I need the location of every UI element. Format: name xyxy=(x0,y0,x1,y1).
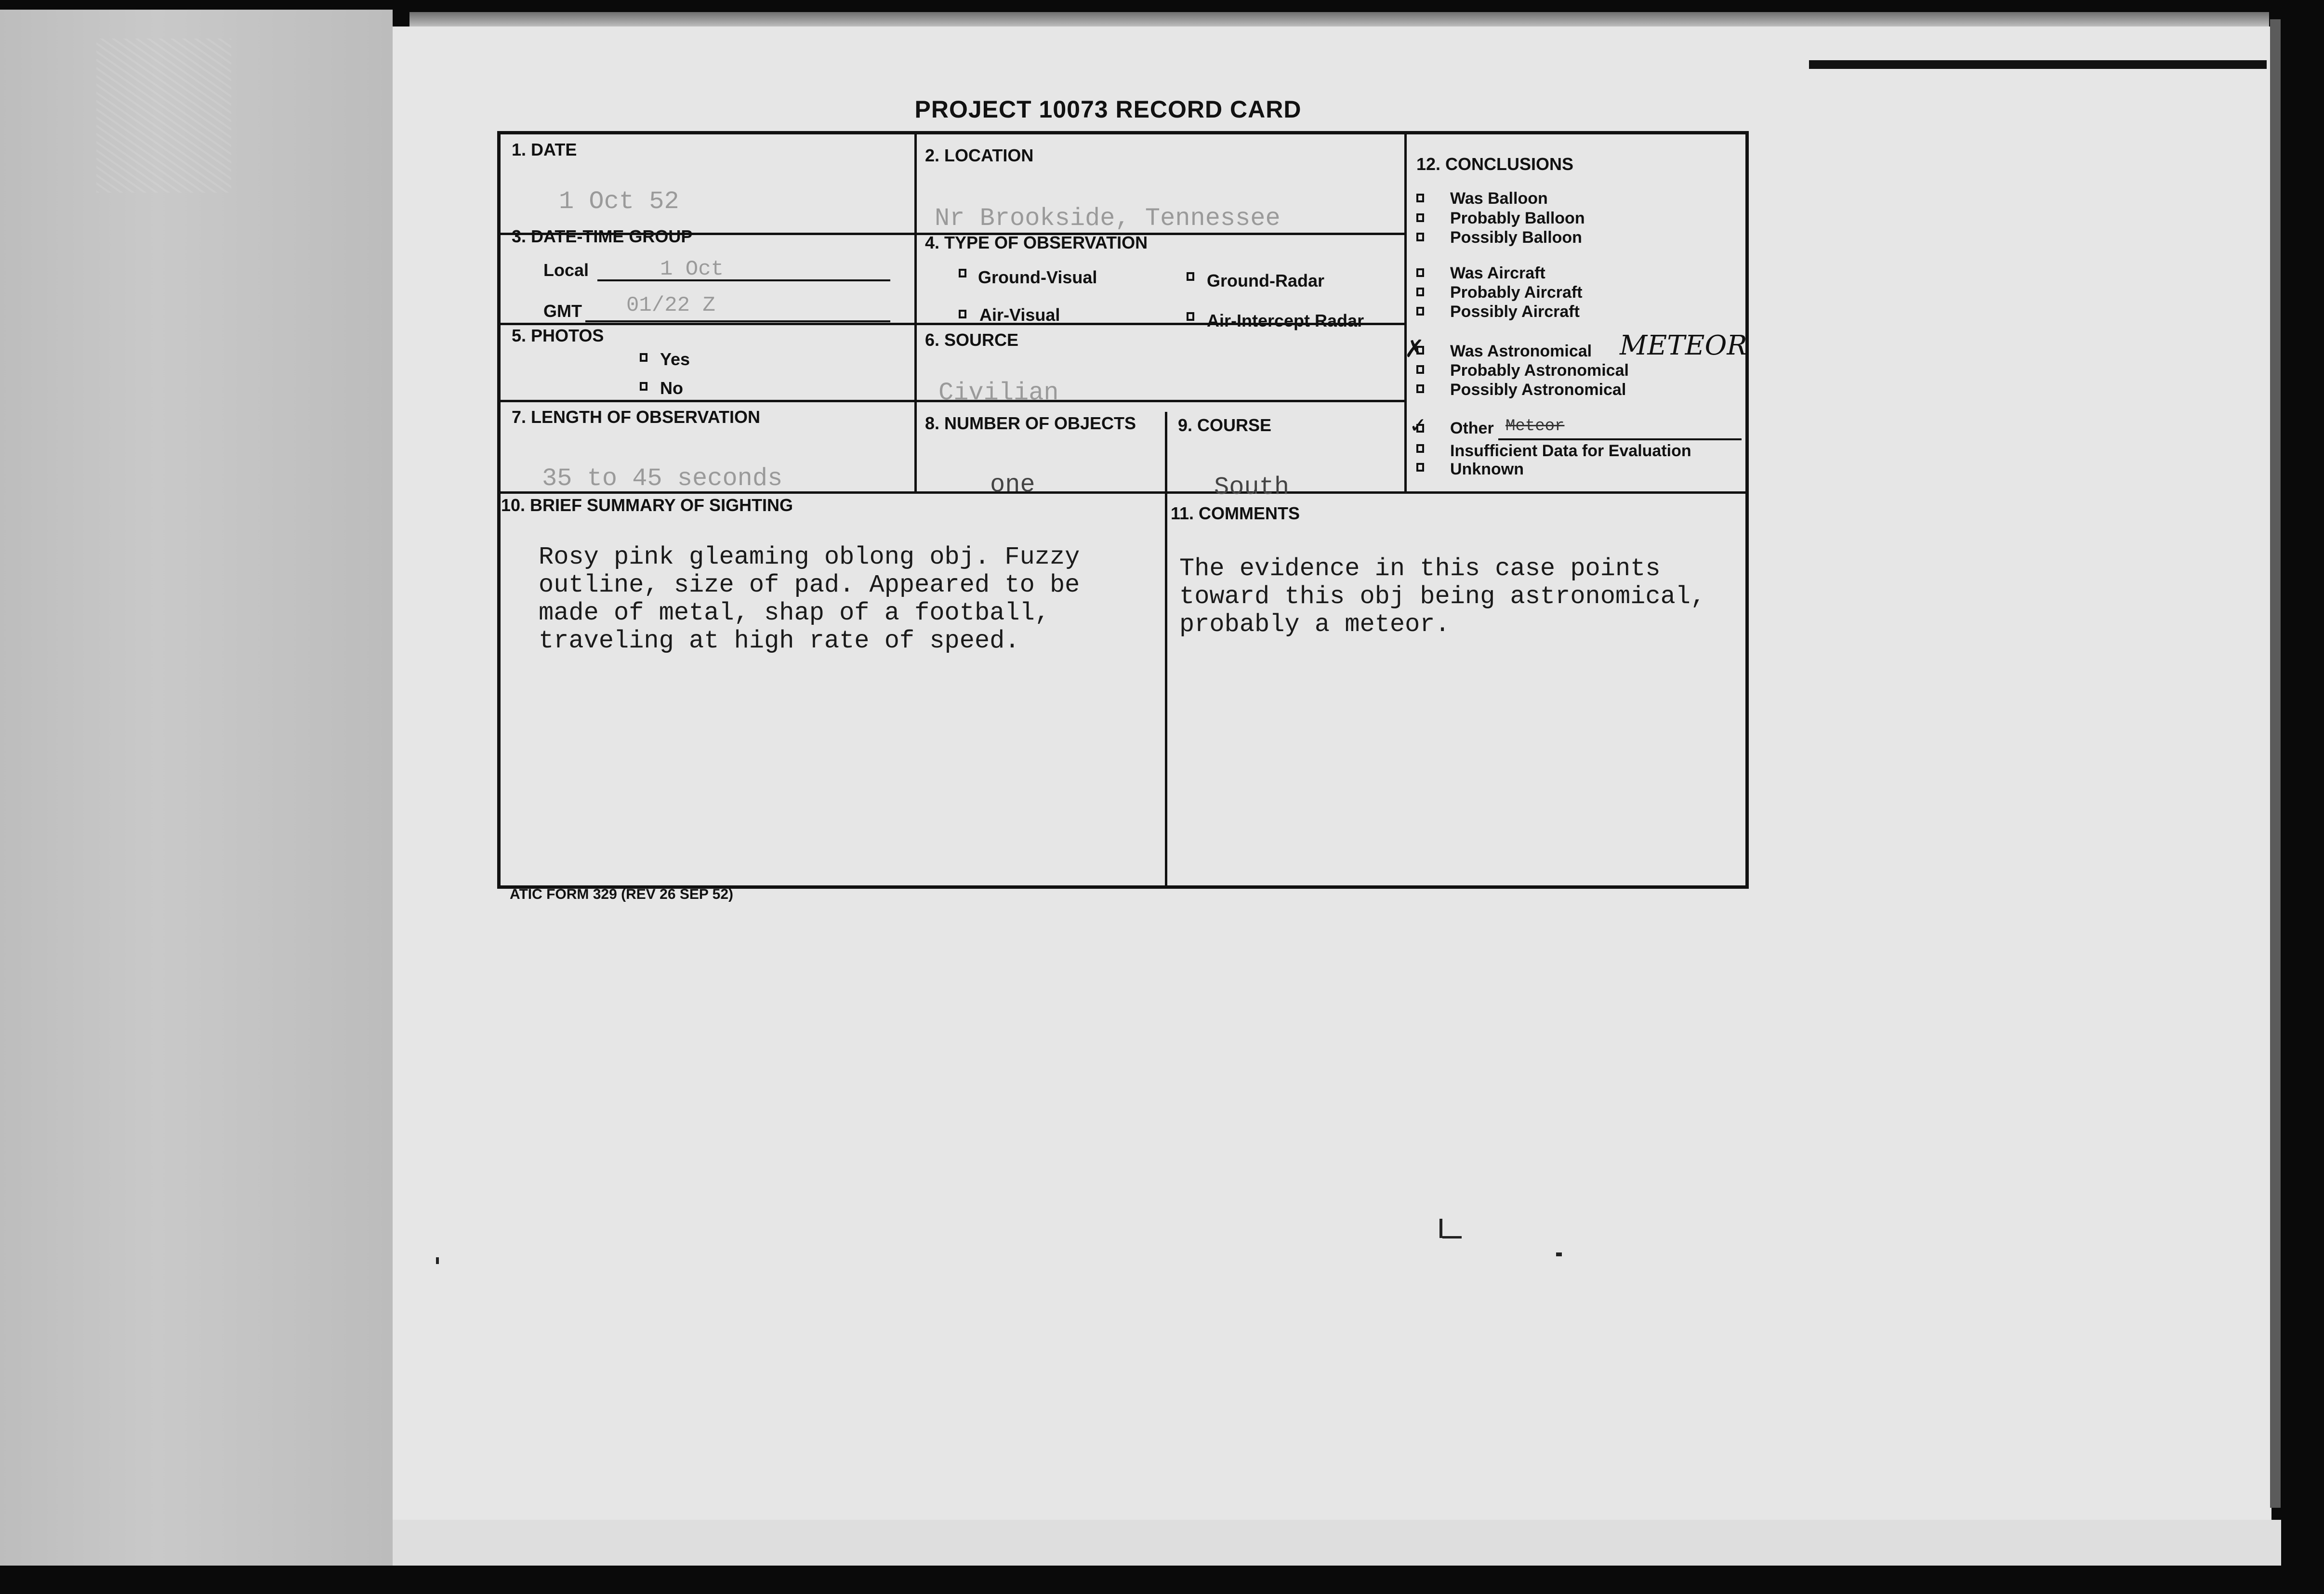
conclusion-possibly-aircraft: Possibly Aircraft xyxy=(1450,303,1580,321)
scan-background-left xyxy=(0,10,393,1566)
conclusion-unknown: Unknown xyxy=(1450,460,1524,478)
checkbox-was-balloon[interactable] xyxy=(1416,194,1424,202)
conclusion-possibly-balloon: Possibly Balloon xyxy=(1450,228,1582,247)
scan-speck xyxy=(1442,1236,1462,1238)
comments-line: The evidence in this case points xyxy=(1179,554,1661,583)
conclusion-was-aircraft: Was Aircraft xyxy=(1450,264,1545,282)
label-air-intercept-radar: Air-Intercept Radar xyxy=(1207,311,1364,330)
label-course: 9. COURSE xyxy=(1178,415,1272,435)
value-location: Nr Brookside, Tennessee xyxy=(935,204,1281,233)
conclusion-was-astronomical: Was Astronomical xyxy=(1450,342,1592,360)
other-underline xyxy=(1498,438,1742,440)
label-local: Local xyxy=(543,260,589,280)
label-number-of-objects: 8. NUMBER OF OBJECTS xyxy=(925,413,1136,433)
conclusion-was-balloon: Was Balloon xyxy=(1450,189,1548,208)
other-struck-entry: Meteor xyxy=(1505,417,1565,435)
label-date: 1. DATE xyxy=(512,140,577,159)
checkbox-ground-visual[interactable] xyxy=(959,269,966,277)
gmt-underline xyxy=(585,320,890,322)
conclusion-other: Other xyxy=(1450,419,1494,437)
value-gmt: 01/22 Z xyxy=(626,293,715,317)
value-source: Civilian xyxy=(938,379,1059,407)
value-course: South xyxy=(1214,473,1290,501)
conclusion-probably-balloon: Probably Balloon xyxy=(1450,209,1585,227)
label-conclusions: 12. CONCLUSIONS xyxy=(1416,154,1574,174)
checkbox-air-visual[interactable] xyxy=(959,310,966,318)
checkbox-photos-no[interactable] xyxy=(640,382,647,391)
scan-speck xyxy=(1556,1252,1562,1256)
checkbox-possibly-aircraft[interactable] xyxy=(1416,307,1424,316)
value-local-time: 1 Oct xyxy=(660,257,724,281)
checkbox-ground-radar[interactable] xyxy=(1187,272,1194,281)
sheet-top-edge xyxy=(409,12,2269,26)
value-number-of-objects: one xyxy=(990,471,1035,499)
comments-line: probably a meteor. xyxy=(1179,610,1450,639)
checkbox-probably-astronomical[interactable] xyxy=(1416,365,1424,374)
label-brief-summary: 10. BRIEF SUMMARY OF SIGHTING xyxy=(501,495,793,515)
label-gmt: GMT xyxy=(543,301,582,321)
conclusion-possibly-astronomical: Possibly Astronomical xyxy=(1450,381,1626,399)
handwritten-meteor: METEOR xyxy=(1620,330,1747,361)
card-title: PROJECT 10073 RECORD CARD xyxy=(914,96,1302,123)
conclusion-probably-astronomical: Probably Astronomical xyxy=(1450,361,1629,380)
summary-line: Rosy pink gleaming oblong obj. Fuzzy xyxy=(539,543,1080,571)
checkbox-insufficient-data[interactable] xyxy=(1416,444,1424,453)
label-photos: 5. PHOTOS xyxy=(512,326,604,345)
conclusion-insufficient-data: Insufficient Data for Evaluation xyxy=(1450,442,1691,460)
checkbox-unknown[interactable] xyxy=(1416,463,1424,472)
summary-line: traveling at high rate of speed. xyxy=(539,627,1020,655)
sheet-right-edge xyxy=(2270,19,2281,1508)
label-date-time-group: 3. DATE-TIME GROUP xyxy=(512,226,693,246)
checkbox-possibly-astronomical[interactable] xyxy=(1416,384,1424,393)
summary-line: made of metal, shap of a football, xyxy=(539,599,1050,627)
scan-speck xyxy=(436,1257,439,1264)
sheet-bottom-strip xyxy=(393,1520,2281,1566)
checkmark-other: ✓ xyxy=(1409,413,1427,438)
label-photos-no: No xyxy=(660,378,683,398)
col-divider-conclusions xyxy=(1404,131,1407,492)
checkmark-was-astronomical: ✗ xyxy=(1404,335,1425,363)
comments-line: toward this obj being astronomical, xyxy=(1179,582,1706,611)
col-divider-main xyxy=(914,131,917,491)
form-footer: ATIC FORM 329 (REV 26 SEP 52) xyxy=(510,886,734,902)
label-ground-visual: Ground-Visual xyxy=(978,267,1097,287)
checkbox-was-aircraft[interactable] xyxy=(1416,268,1424,277)
checkbox-air-intercept-radar[interactable] xyxy=(1187,312,1194,321)
checkbox-probably-balloon[interactable] xyxy=(1416,213,1424,222)
label-air-visual: Air-Visual xyxy=(979,305,1060,325)
checkbox-probably-aircraft[interactable] xyxy=(1416,288,1424,296)
label-ground-radar: Ground-Radar xyxy=(1207,271,1325,290)
checkbox-photos-yes[interactable] xyxy=(640,353,647,362)
scan-speck xyxy=(1439,1219,1442,1238)
conclusion-probably-aircraft: Probably Aircraft xyxy=(1450,283,1583,302)
label-source: 6. SOURCE xyxy=(925,330,1019,350)
value-date: 1 Oct 52 xyxy=(559,187,679,216)
checkbox-possibly-balloon[interactable] xyxy=(1416,233,1424,241)
corner-mark xyxy=(1809,60,2267,69)
col-divider-course xyxy=(1165,412,1167,889)
label-comments: 11. COMMENTS xyxy=(1171,503,1300,523)
label-length-of-observation: 7. LENGTH OF OBSERVATION xyxy=(512,407,761,427)
summary-line: outline, size of pad. Appeared to be xyxy=(539,571,1080,599)
local-underline xyxy=(597,279,890,281)
value-length: 35 to 45 seconds xyxy=(542,464,783,493)
label-type-of-observation: 4. TYPE OF OBSERVATION xyxy=(925,233,1148,252)
label-location: 2. LOCATION xyxy=(925,145,1034,165)
label-photos-yes: Yes xyxy=(660,349,690,369)
